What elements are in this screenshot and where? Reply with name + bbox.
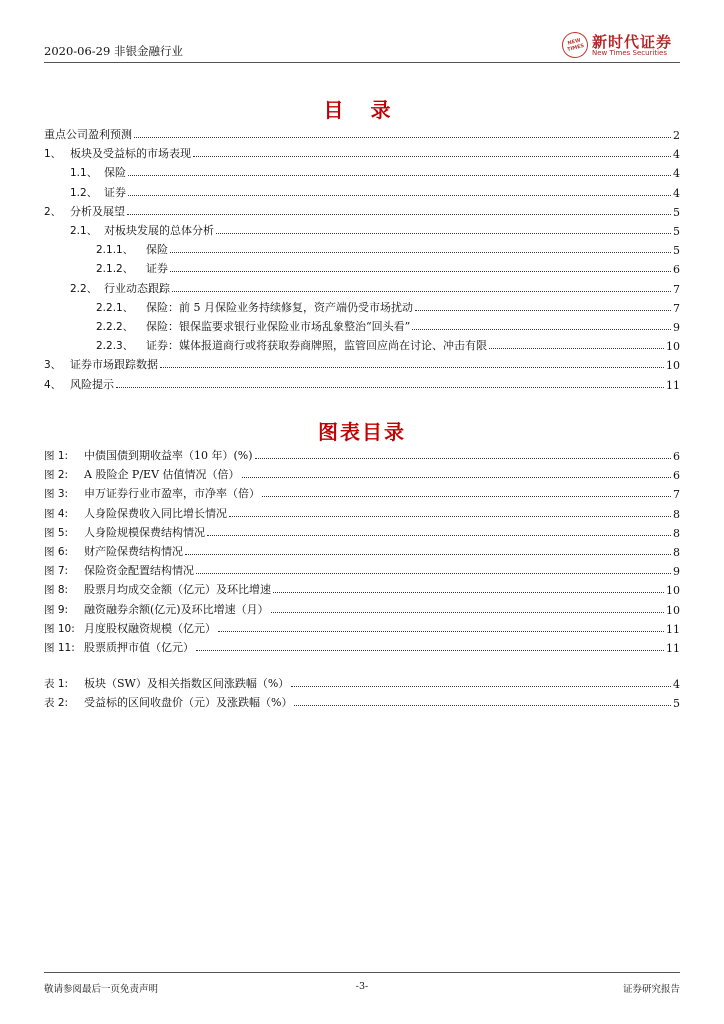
dot-leader [218,631,664,632]
dot-leader [489,348,664,349]
entry-text: 人身险保费收入同比增长情况 [84,506,227,520]
entry-label [44,203,125,219]
entry-text: 中债国债到期收益率（10 年）(%) [84,449,253,462]
entry-label [44,581,271,597]
toc-entry[interactable] [44,464,680,482]
dot-leader [134,137,671,138]
entry-number: 表 2: [44,697,69,710]
toc-entry[interactable] [44,692,680,710]
entry-label [96,299,413,315]
dot-leader [127,214,671,215]
page-header [44,30,680,60]
toc-entry[interactable] [44,316,680,334]
toc-title: 目 录 [323,98,401,122]
toc-entry[interactable] [44,445,680,463]
entry-text: 行业动态跟踪 [104,281,170,295]
toc-entry[interactable] [44,618,680,636]
dot-leader [185,554,671,555]
entry-number: 图 8: [44,584,69,597]
entry-text: 融资融券余额(亿元)及环比增速（月） [84,602,269,616]
entry-label [44,620,216,636]
toc-entry[interactable] [44,220,680,238]
toc-entry[interactable] [44,182,680,200]
entry-number: 图 2: [44,469,69,482]
entry-text: 受益标的区间收盘价（元）及涨跌幅（%） [84,696,293,710]
company-logo [562,30,680,60]
toc-entry[interactable] [44,579,680,597]
entry-number: 3、 [44,359,62,372]
entry-text: 保险 [146,243,168,257]
entry-text: 财产险保费结构情况 [84,545,183,558]
entry-text: 分析及展望 [70,204,125,218]
toc-entry[interactable] [44,335,680,353]
dot-leader [128,175,671,176]
entry-label [44,356,158,372]
entry-label [44,485,260,501]
header-divider [44,62,680,63]
header-category: 非银金融行业 [113,44,183,58]
entry-text: 证券市场跟踪数据 [70,358,158,372]
entry-number: 2.2.3、 [96,340,134,353]
toc-list [44,124,680,394]
entry-page-number: 7 [673,488,680,502]
entry-text: 保险：银保监要求银行业保险业市场乱象整治“回头看” [146,320,411,333]
footer-disclaimer: 敬请参阅最后一页免责声明 [44,984,159,995]
dot-leader [273,592,664,593]
entry-page-number: 9 [673,565,680,579]
entry-number: 2.2、 [70,282,98,295]
dot-leader [207,535,671,536]
toc-entry[interactable] [44,503,680,521]
entry-label [44,524,205,540]
entry-number: 图 9: [44,603,69,616]
entry-number: 图 1: [44,450,69,462]
dot-leader [229,516,671,517]
entry-text: 申万证券行业市盈率，市净率（倍） [84,487,260,501]
entry-page-number: 8 [673,546,680,559]
toc-entry[interactable] [44,162,680,180]
entry-text: 证券 [104,185,126,199]
toc-entry[interactable] [44,522,680,540]
dot-leader [196,650,664,651]
logo-brand-cn: 新时代证券 [592,33,673,51]
dot-leader [255,458,671,459]
entry-label [44,376,114,392]
toc-entry[interactable] [44,354,680,372]
entry-page-number: 5 [673,205,680,219]
entry-page-number: 10 [666,603,680,617]
dot-leader [128,195,671,196]
entry-label [44,145,191,161]
entry-page-number: 4 [673,167,680,181]
toc-entry[interactable] [44,637,680,655]
entry-text: 重点公司盈利预测 [44,128,132,141]
entry-number: 图 4: [44,507,69,520]
entry-label [96,260,168,276]
entry-page-number: 4 [673,148,680,162]
entry-page-number: 11 [666,378,680,392]
entry-page-number: 6 [673,263,680,277]
entry-label [44,505,227,521]
entry-page-number: 10 [666,340,680,354]
entry-label [70,184,126,200]
entry-label [96,318,410,334]
dot-leader [160,367,664,368]
entry-text: 对板块发展的总体分析 [104,224,214,237]
toc-entry[interactable] [44,143,680,161]
entry-number: 2、 [44,205,62,218]
entry-label [96,241,168,257]
dot-leader [294,705,671,706]
entry-number: 图 7: [44,565,69,578]
entry-page-number: 5 [673,225,680,238]
entry-page-number: 11 [666,642,680,655]
entry-label [96,337,487,353]
entry-number: 表 1: [44,678,69,690]
entry-label [70,222,214,238]
footer-report-type: 证券研究报告 [622,984,680,995]
entry-label [44,447,253,463]
logo-brand-en: New Times Securities [592,49,667,57]
entry-label [44,675,289,691]
entry-page-number: 5 [673,244,680,258]
entry-label [44,126,132,142]
entry-label [44,694,292,710]
entry-page-number: 4 [673,678,680,691]
tables-list [44,673,680,718]
entry-number: 2.2.1、 [96,301,134,314]
dot-leader [216,233,671,234]
toc-entry[interactable] [44,374,680,392]
entry-number: 图 5: [44,526,69,539]
entry-text: 证券：媒体报道商行或将获取券商牌照，监管回应尚在讨论、冲击有限 [146,339,487,353]
toc-entry[interactable] [44,258,680,276]
entry-text: 保险资金配置结构情况 [84,564,194,578]
entry-text: 风险提示 [70,377,114,391]
entry-page-number: 7 [673,282,680,296]
entry-label [70,164,126,180]
dot-leader [172,291,671,292]
dot-leader [170,252,671,253]
page-footer [44,972,680,995]
entry-number: 2.2.2、 [96,321,134,333]
entry-page-number: 7 [673,301,680,315]
entry-text: 月度股权融资规模（亿元） [84,621,216,635]
entry-number: 图 10: [44,622,75,635]
toc-entry[interactable] [44,541,680,559]
footer-page-number: -3- [355,981,369,992]
entry-label [44,601,269,617]
entry-text: 人身险规模保费结构情况 [84,525,205,539]
entry-text: 股票月均成交金额（亿元）及环比增速 [84,583,271,597]
entry-page-number: 11 [666,622,680,636]
entry-number: 图 3: [44,488,69,501]
entry-number: 2.1.1、 [96,244,134,257]
dot-leader [415,310,671,311]
entry-number: 1.1、 [70,167,98,180]
entry-page-number: 8 [673,526,680,540]
entry-page-number: 2 [673,129,680,142]
toc-entry[interactable] [44,599,680,617]
toc-entry[interactable] [44,239,680,257]
toc-entry[interactable] [44,483,680,501]
toc-entry[interactable] [44,673,680,691]
entry-label [44,543,183,559]
header-date: 2020-06-29 [44,44,111,58]
entry-text: 证券 [146,262,168,276]
dot-leader [291,686,671,687]
logo-badge: NEW TIMES [559,29,591,61]
entry-number: 图 6: [44,546,69,558]
entry-page-number: 6 [673,450,680,463]
entry-text: 板块及受益标的市场表现 [70,147,191,161]
entry-label [44,639,194,655]
entry-number: 4、 [44,378,62,391]
figures-title: 图表目录 [318,420,406,444]
entry-label [44,562,194,578]
toc-entry[interactable] [44,124,680,142]
entry-number: 1、 [44,148,62,161]
entry-label [70,280,170,296]
toc-entry[interactable] [44,201,680,219]
entry-number: 1.2、 [70,186,98,199]
entry-page-number: 6 [673,469,680,483]
dot-leader [196,573,671,574]
entry-number: 2.1.2、 [96,263,134,276]
dot-leader [271,612,664,613]
dot-leader [242,477,671,478]
dot-leader [262,496,671,497]
toc-entry[interactable] [44,297,680,315]
toc-entry[interactable] [44,278,680,296]
entry-page-number: 9 [673,321,680,334]
entry-page-number: 4 [673,186,680,200]
entry-page-number: 10 [666,359,680,373]
entry-page-number: 10 [666,584,680,598]
dot-leader [412,329,671,330]
entry-text: A 股险企 P/EV 估值情况（倍） [84,468,240,482]
entry-page-number: 8 [673,507,680,521]
header-date-category [44,43,183,59]
dot-leader [193,156,671,157]
dot-leader [170,271,671,272]
entry-label [44,466,240,482]
entry-text: 股票质押市值（亿元） [84,641,194,654]
dot-leader [116,387,664,388]
entry-text: 保险 [104,166,126,180]
figures-list [44,445,680,660]
entry-text: 板块（SW）及相关指数区间涨跌幅（%） [84,677,290,690]
toc-entry[interactable] [44,560,680,578]
entry-number: 2.1、 [70,225,98,237]
entry-number: 图 11: [44,642,75,654]
entry-page-number: 5 [673,697,680,711]
entry-text: 保险：前 5 月保险业务持续修复，资产端仍受市场扰动 [146,300,413,314]
